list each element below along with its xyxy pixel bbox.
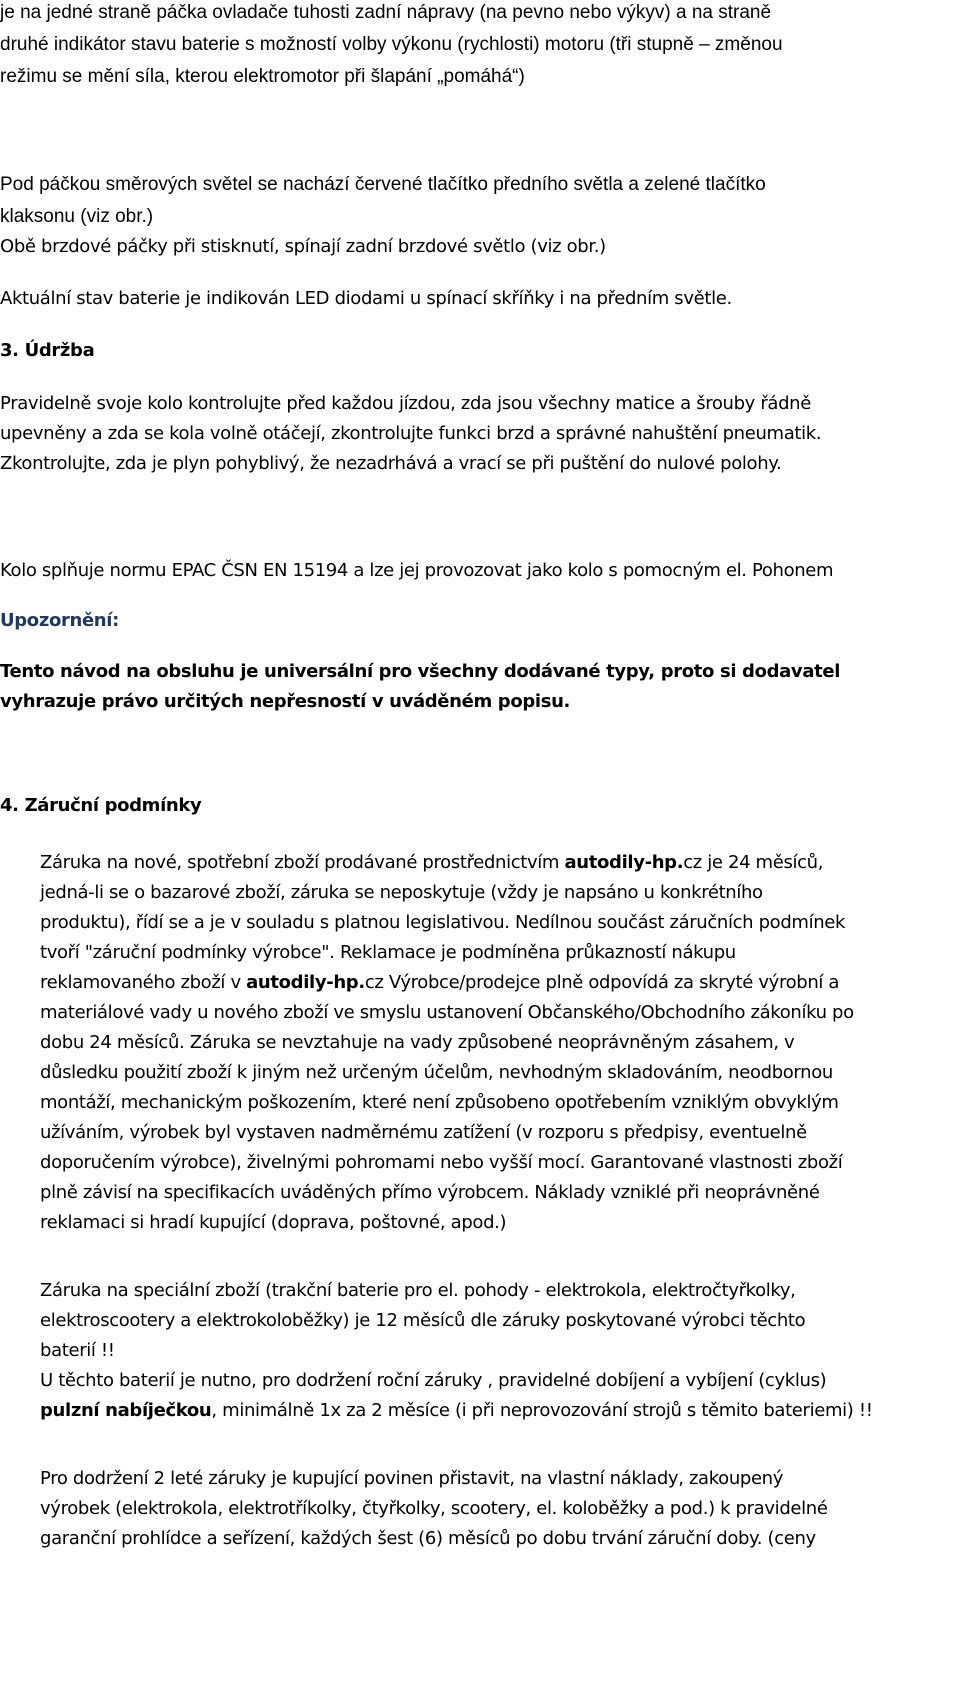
- warranty-line-6: materiálové vady u nového zboží ve smyslu ustanovení Občanského/Obchodního zákoníku po: [40, 1002, 854, 1023]
- battery-warranty-line-5: [40, 1402, 873, 1420]
- warranty-line-1: [40, 854, 823, 872]
- warranty-line-3: produktu), řídí se a je v souladu s platnou legislativou. Nedílnou součást záručních podmínek: [40, 912, 846, 933]
- warranty-text: cz Výrobce/prodejce plně odpovídá za skryté výrobní a: [364, 972, 840, 993]
- service-warranty-line-1: Pro dodržení 2 leté záruky je kupující povinen přistavit, na vlastní náklady, zakoupený: [40, 1468, 784, 1489]
- warning-line-1: Tento návod na obsluhu je universální pro všechny dodávané typy, proto si dodavatel: [0, 661, 841, 682]
- service-warranty-line-3: garanční prohlídce a seřízení, každých šest (6) měsíců po dobu trvání záruční doby. (ceny: [40, 1528, 816, 1549]
- warranty-line-5: [40, 974, 839, 992]
- warning-line-2: vyhrazuje právo určitých nepřesností v uváděném popisu.: [0, 691, 571, 712]
- warranty-text: , minimálně 1x za 2 měsíce (i při neprovozování strojů s těmito bateriemi) !!: [211, 1400, 873, 1421]
- battery-led-note: Aktuální stav baterie je indikován LED diodami u spínací skříňky i na předním světle.: [0, 288, 732, 309]
- website-name: autodily-hp.: [564, 852, 684, 873]
- warranty-line-9: montáží, mechanickým poškozením, které není způsobeno opotřebením vzniklým obvyklým: [40, 1092, 839, 1113]
- pulse-charger-term: pulzní nabíječkou: [40, 1400, 212, 1421]
- warranty-heading: 4. Záruční podmínky: [0, 795, 202, 816]
- battery-warranty-line-3: baterií !!: [40, 1340, 115, 1361]
- intro-line-1: je na jedné straně páčka ovladače tuhosti zadní nápravy (na pevno nebo výkyv) a na straně: [0, 2, 772, 23]
- warranty-line-12: plně závisí na specifikacích uváděných přímo výrobcem. Náklady vzniklé při neoprávněné: [40, 1182, 820, 1203]
- warning-label: Upozornění:: [0, 610, 119, 631]
- maintenance-line-1: Pravidelně svoje kolo kontrolujte před každou jízdou, zda jsou všechny matice a šrouby řádně: [0, 393, 811, 414]
- battery-warranty-line-4: U těchto baterií je nutno, pro dodržení roční záruky , pravidelné dobíjení a vybíjení (cyklus): [40, 1370, 827, 1391]
- intro-line-5: klaksonu (viz obr.): [0, 206, 154, 227]
- warranty-text: Záruka na nové, spotřební zboží prodávané prostřednictvím: [40, 852, 565, 873]
- battery-warranty-line-1: Záruka na speciální zboží (trakční baterie pro el. pohody - elektrokola, elektročtyřkolky,: [40, 1280, 796, 1301]
- standard-note: Kolo splňuje normu EPAC ČSN EN 15194 a lze jej provozovat jako kolo s pomocným el. Pohonem: [0, 560, 834, 581]
- service-warranty-line-2: výrobek (elektrokola, elektrotříkolky, čtyřkolky, scootery, el. koloběžky a pod.) k pravidelné: [40, 1498, 828, 1519]
- warranty-line-2: jedná-li se o bazarové zboží, záruka se neposkytuje (vždy je napsáno u konkrétního: [40, 882, 763, 903]
- intro-line-3: režimu se mění síla, kterou elektromotor při šlapání „pomáhá“): [0, 66, 525, 87]
- warranty-line-13: reklamaci si hradí kupující (doprava, poštovné, apod.): [40, 1212, 507, 1233]
- warranty-line-8: důsledku použití zboží k jiným než určeným účelům, nevhodným skladováním, neodbornou: [40, 1062, 833, 1083]
- warranty-line-11: doporučením výrobce), živelnými pohromami nebo vyšší mocí. Garantované vlastnosti zboží: [40, 1152, 843, 1173]
- battery-warranty-line-2: elektroscootery a elektrokoloběžky) je 12 měsíců dle záruky poskytované výrobci těchto: [40, 1310, 806, 1331]
- intro-line-4: Pod páčkou směrových světel se nachází červené tlačítko předního světla a zelené tlačítko: [0, 174, 766, 195]
- maintenance-heading: 3. Údržba: [0, 340, 95, 361]
- warranty-text: cz je 24 měsíců,: [683, 852, 824, 873]
- website-name: autodily-hp.: [246, 972, 365, 993]
- maintenance-line-2: upevněny a zda se kola volně otáčejí, zkontrolujte funkci brzd a správné nahuštění pneumatik.: [0, 423, 822, 444]
- warranty-line-4: tvoří "záruční podmínky výrobce". Reklamace je podmíněna průkazností nákupu: [40, 942, 736, 963]
- warranty-line-10: užíváním, výrobek byl vystaven nadměrnému zatížení (v rozporu s předpisy, eventuelně: [40, 1122, 807, 1143]
- warranty-text: reklamovaného zboží v: [40, 972, 247, 993]
- intro-line-2: druhé indikátor stavu baterie s možností volby výkonu (rychlosti) motoru (tři stupně – změnou: [0, 34, 783, 55]
- warranty-line-7: dobu 24 měsíců. Záruka se nevztahuje na vady způsobené neoprávněným zásahem, v: [40, 1032, 795, 1053]
- brake-light-note: Obě brzdové páčky při stisknutí, spínají zadní brzdové světlo (viz obr.): [0, 236, 606, 257]
- maintenance-line-3: Zkontrolujte, zda je plyn pohyblivý, že nezadrhává a vrací se při puštění do nulové polohy.: [0, 453, 782, 474]
